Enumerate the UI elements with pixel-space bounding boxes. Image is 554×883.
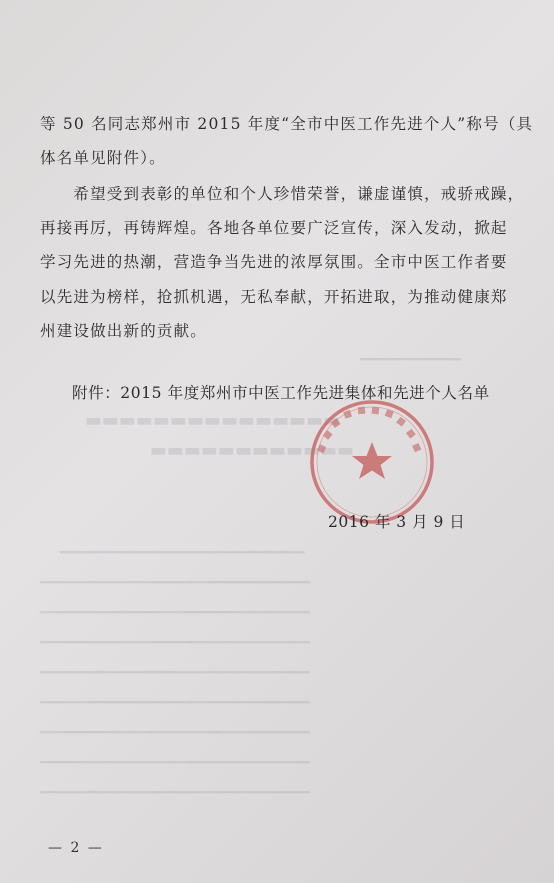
body-line: 再接再厉，再铸辉煌。各地各单位要广泛宣传，深入发动，掀起 [40,219,508,237]
page-number: — 2 — [48,840,104,856]
bleed-through-texture: ━━━━━━━━━━━━━━━━━━━━━━━━━━━━━━━━ [40,695,310,711]
body-line: 体名单见附件）。 [40,149,166,167]
bleed-through-texture: ▬▬▬▬▬▬▬▬▬▬▬▬ [150,440,355,461]
body-line: 希望受到表彰的单位和个人珍惜荣誉，谦虚谨慎，戒骄戒躁， [40,185,525,203]
bleed-through-texture: ▬▬▬▬▬▬▬▬▬▬▬▬▬▬▬ [85,410,341,431]
bleed-through-texture: ━━━━━━━━━━━━━━━━━━━━━━━━━━━━━━━━ [40,725,310,741]
body-line: 州建设做出新的贡献。 [40,322,208,340]
bleed-through-texture: ━━━━━━━━━━━━━━━━━━━━━━━━━━━━━━━━ [40,665,310,681]
body-line: 以先进为榜样，抢抓机遇，无私奉献，开拓进取，为推动健康郑 [40,288,508,306]
body-line: 学习先进的热潮，营造争当先进的浓厚氛围。全市中医工作者要 [40,253,508,271]
bleed-through-texture: ━━━━━━━━━━━━━━━━━━━━━━━━━━━━━━━━ [40,635,310,651]
official-seal [308,398,436,526]
bleed-through-texture: ━━━━━━━━━━━━━━━━━━━━━━━━━━━━━━━━ [40,575,310,591]
star-icon [352,442,392,479]
issue-date: 2016 年 3 月 9 日 [328,513,466,531]
bleed-through-texture: ━━━━━━━━━━━━━━━━━━━━━━━━━━━━━ [60,545,305,561]
attachment-line: 附件：2015 年度郑州市中医工作先进集体和先进个人名单 [72,384,490,402]
bleed-through-texture: ━━━━━━━━━━━━━━━━━━━━━━━━━━━━━━━━ [40,755,310,771]
bleed-through-texture: ━━━━━━━━━━━━━━━━━━━━━━━━━━━━━━━━ [40,605,310,621]
bleed-through-texture: ━━━━━━━━━━━━━━━━━━━━━━━━━━━━━━━━ [40,785,310,801]
bleed-through-texture: ━━━━━━━━━━━━ [360,352,462,368]
body-line: 等 50 名同志郑州市 2015 年度“全市中医工作先进个人”称号（具 [40,115,534,133]
